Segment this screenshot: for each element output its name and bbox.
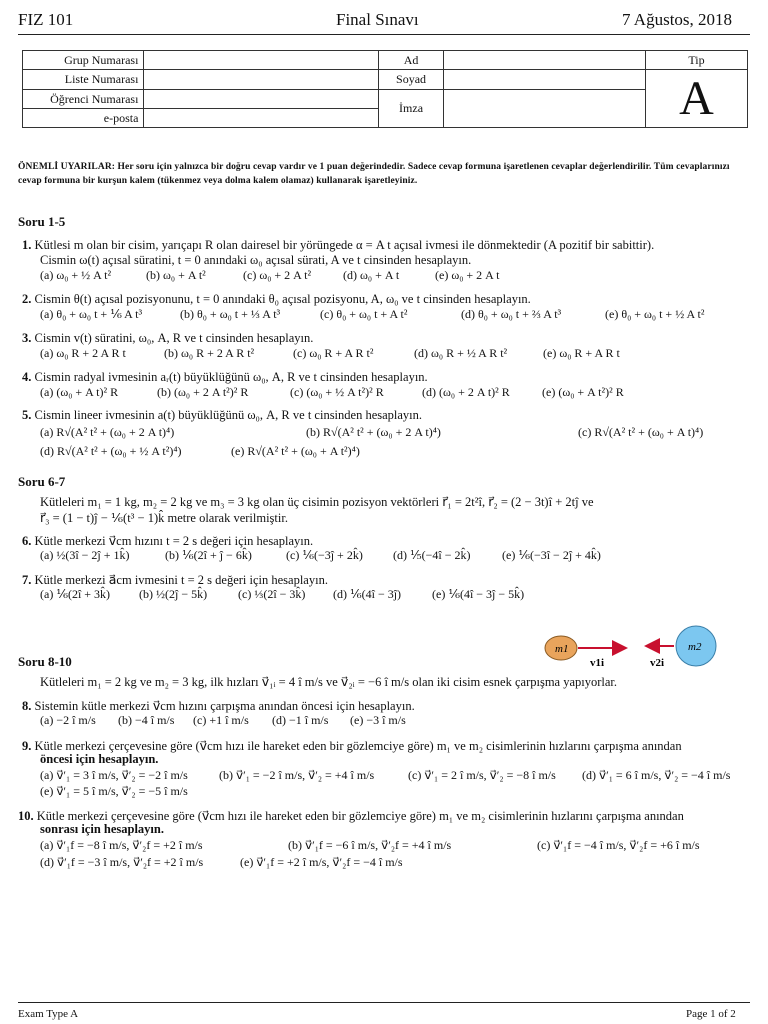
question-text: Kütle merkezi çerçevesine göre (v⃗cm hızı ile hareket eden bir gözlemciye göre) m₁ ve m₂ cisimlerinin hızlarını çarpışma anından — [36, 809, 684, 823]
section-title-1-5: Soru 1-5 — [18, 214, 66, 229]
question-text: Cismin θ(t) açısal pozisyonunu, t = 0 anındaki θ₀ açısal pozisyonu, A, ω₀ ve t cinsinden hesaplayın. — [34, 292, 531, 306]
answer-option[interactable]: (b) −4 î m/s — [118, 713, 175, 727]
answer-option[interactable]: (b) ⅙(2î + ĵ − 6k̂) — [165, 548, 252, 562]
group-number-field[interactable] — [144, 51, 379, 70]
answer-option[interactable]: (d) v⃗′₁ = 6 î m/s, v⃗′₂ = −4 î m/s — [582, 768, 731, 782]
question-text-line2: öncesi için hesaplayın. — [40, 752, 159, 766]
answer-option[interactable]: (c) R√(A² t² + (ω₀ + A t)⁴) — [578, 425, 704, 439]
signature-field[interactable] — [443, 89, 645, 128]
section-title-8-10: Soru 8-10 — [18, 654, 72, 669]
answer-option[interactable]: (e) v⃗′₁f = +2 î m/s, v⃗′₂f = −4 î m/s — [240, 855, 403, 869]
answer-option[interactable]: (a) (ω₀ + A t)² R — [40, 385, 119, 399]
answer-option[interactable]: (a) ½(3î − 2ĵ + 1k̂) — [40, 548, 130, 562]
answer-option[interactable]: (a) R√(A² t² + (ω₀ + 2 A t)⁴) — [40, 425, 175, 439]
question-number: 7. — [22, 573, 32, 587]
question-1 — [22, 238, 654, 253]
answer-option[interactable]: (c) ⅓(2î − 3k̂) — [238, 587, 306, 601]
question-7 — [22, 572, 328, 588]
question-6 — [22, 533, 313, 549]
surname-label: Soyad — [379, 70, 443, 89]
type-label: Tip — [646, 51, 748, 70]
answer-option[interactable]: (e) ω₀ + 2 A t — [435, 268, 500, 282]
answer-option[interactable]: (c) θ₀ + ω₀ t + A t² — [320, 307, 408, 321]
question-text-line2: Cismin ω(t) açısal süratini, t = 0 anındaki ω₀ açısal sürati, A ve t cinsinden hesaplayın. — [40, 253, 472, 267]
answer-option[interactable]: (d) ⅙(4î − 3ĵ) — [333, 587, 402, 601]
question-number: 8. — [22, 699, 32, 713]
answer-option[interactable]: (d) R√(A² t² + (ω₀ + ½ A t²)⁴) — [40, 444, 182, 458]
question-number: 6. — [22, 534, 32, 548]
mass1-label: m1 — [555, 643, 569, 655]
question-number: 10. — [18, 809, 34, 823]
answer-option[interactable]: (e) (ω₀ + A t²)² R — [542, 385, 624, 399]
mass2-label: m2 — [688, 641, 702, 653]
answer-option[interactable]: (b) θ₀ + ω₀ t + ⅓ A t³ — [180, 307, 281, 321]
section-text-line2: r⃗₃ = (1 − t)ĵ − ⅙(t³ − 1)k̂ metre olarak verilmiştir. — [40, 511, 288, 525]
answer-option[interactable]: (c) v⃗′₁f = −4 î m/s, v⃗′₂f = +6 î m/s — [537, 838, 700, 852]
question-text: Cismin lineer ivmesinin a(t) büyüklüğünü ω₀, A, R ve t cinsinden hesaplayın. — [34, 408, 423, 422]
question-text: Sistemin kütle merkezi v⃗cm hızını çarpışma anından öncesi için hesaplayın. — [34, 699, 415, 713]
email-label: e-posta — [23, 108, 144, 127]
answer-option[interactable]: (c) ω₀ + 2 A t² — [243, 268, 312, 282]
answer-option[interactable]: (b) (ω₀ + 2 A t²)² R — [157, 385, 249, 399]
question-text: Kütle merkezi çerçevesine göre (v⃗cm hızı ile hareket eden bir gözlemciye göre) m₁ ve m₂ cisimlerinin hızlarını çarpışma anından — [34, 739, 682, 753]
group-number-label: Grup Numarası — [23, 51, 144, 70]
answer-option[interactable]: (b) v⃗′₁ = −2 î m/s, v⃗′₂ = +4 î m/s — [219, 768, 375, 782]
answer-option[interactable]: (e) R√(A² t² + (ω₀ + A t²)⁴) — [231, 444, 360, 458]
answer-option[interactable]: (a) ⅙(2î + 3k̂) — [40, 587, 111, 601]
answer-option[interactable]: (a) ω₀ + ½ A t² — [40, 268, 112, 282]
footer-rule — [18, 1002, 750, 1003]
question-number: 9. — [22, 739, 32, 753]
answer-option[interactable]: (d) ω₀ R + ½ A R t² — [414, 346, 508, 360]
exam-date: 7 Ağustos, 2018 — [622, 10, 733, 29]
answer-option[interactable]: (c) v⃗′₁ = 2 î m/s, v⃗′₂ = −8 î m/s — [408, 768, 556, 782]
question-text: Kütlesi m olan bir cisim, yarıçapı R olan dairesel bir yörüngede α = A t açısal ivmesi ile dönmektedir (A pozitif bir sabittir). — [34, 238, 655, 252]
answer-option[interactable]: (b) ½(2ĵ − 5k̂) — [139, 587, 208, 601]
answer-option[interactable]: (b) R√(A² t² + (ω₀ + 2 A t)⁴) — [306, 425, 441, 439]
answer-option[interactable]: (c) +1 î m/s — [193, 713, 249, 727]
question-8 — [22, 698, 415, 714]
answer-option[interactable]: (c) ω₀ R + A R t² — [293, 346, 374, 360]
important-warning: ÖNEMLİ UYARILAR: Her soru için yalnızca bir doğru cevap vardır ve 1 puan değerindedir. Sadece cevap formuna işaretlenen cevaplar değerlendirilir. Tüm cevaplarınızı cevap formuna bir kurşun kalem (tükenmez veya dolma kalem olamaz) kullanarak işaretleyiniz. — [18, 162, 730, 186]
exam-type-cell — [646, 70, 748, 128]
question-2 — [22, 292, 531, 307]
student-number-label: Öğrenci Numarası — [23, 89, 144, 108]
surname-field[interactable] — [443, 70, 645, 89]
question-4 — [22, 370, 428, 385]
list-number-label: Liste Numarası — [23, 70, 144, 89]
answer-option[interactable]: (a) θ₀ + ω₀ t + ⅙ A t³ — [40, 307, 143, 321]
collision-diagram — [538, 624, 748, 674]
exam-type-value: A — [679, 71, 714, 125]
signature-label: İmza — [379, 89, 443, 128]
answer-option[interactable]: (a) v⃗′₁ = 3 î m/s, v⃗′₂ = −2 î m/s — [40, 768, 188, 782]
exam-title: Final Sınavı — [336, 10, 419, 29]
answer-option[interactable]: (e) ⅙(4î − 3ĵ − 5k̂) — [432, 587, 525, 601]
question-3 — [22, 331, 313, 346]
question-text: Cismin v(t) süratini, ω₀, A, R ve t cinsinden hesaplayın. — [34, 331, 314, 345]
answer-option[interactable]: (c) ⅙(−3ĵ + 2k̂) — [286, 548, 363, 562]
student-number-field[interactable] — [144, 89, 379, 108]
answer-option[interactable]: (d) ⅕(−4î − 2k̂) — [393, 548, 471, 562]
question-number: 4. — [22, 370, 32, 384]
answer-option[interactable]: (a) −2 î m/s — [40, 713, 96, 727]
answer-option[interactable]: (b) ω₀ + A t² — [146, 268, 206, 282]
question-number: 1. — [22, 238, 32, 252]
velocity1-label: v1i — [590, 657, 605, 669]
answer-option[interactable]: (c) (ω₀ + ½ A t²)² R — [290, 385, 384, 399]
question-text: Kütle merkezi a⃗cm ivmesini t = 2 s değeri için hesaplayın. — [34, 573, 328, 587]
velocity2-label: v2i — [650, 657, 665, 669]
footer-page-number: Page 1 of 2 — [686, 1008, 736, 1020]
answer-option[interactable]: (d) (ω₀ + 2 A t)² R — [422, 385, 510, 399]
answer-option[interactable]: (d) θ₀ + ω₀ t + ⅔ A t³ — [461, 307, 562, 321]
name-field[interactable] — [443, 51, 645, 70]
question-text-line2: sonrası için hesaplayın. — [40, 822, 164, 836]
section-text-line1: Kütleleri m₁ = 1 kg, m₂ = 2 kg ve m₃ = 3 kg olan üç cisimin pozisyon vektörleri r⃗₁ = 2t²î, r⃗₂ = (2 − 3t)î + 2tĵ ve — [40, 495, 594, 509]
answer-option[interactable]: (b) ω₀ R + 2 A R t² — [164, 346, 255, 360]
list-number-field[interactable] — [144, 70, 379, 89]
question-text: Kütle merkezi v⃗cm hızını t = 2 s değeri için hesaplayın. — [34, 534, 314, 548]
question-number: 5. — [22, 408, 32, 422]
answer-option[interactable]: (a) v⃗′₁f = −8 î m/s, v⃗′₂f = +2 î m/s — [40, 838, 203, 852]
answer-option[interactable]: (e) ⅙(−3î − 2ĵ + 4k̂) — [502, 548, 601, 562]
footer-exam-type: Exam Type A — [18, 1008, 79, 1020]
question-5 — [22, 408, 422, 423]
answer-option[interactable]: (b) v⃗′₁f = −6 î m/s, v⃗′₂f = +4 î m/s — [288, 838, 452, 852]
question-text: Cismin radyal ivmesinin aᵣ(t) büyüklüğünü ω₀, A, R ve t cinsinden hesaplayın. — [34, 370, 428, 384]
answer-option[interactable]: (e) ω₀ R + A R t — [543, 346, 620, 360]
student-info-table — [22, 50, 748, 128]
section-title-6-7: Soru 6-7 — [18, 474, 66, 489]
answer-option[interactable]: (e) −3 î m/s — [350, 713, 406, 727]
answer-option[interactable]: (d) −1 î m/s — [272, 713, 329, 727]
name-label: Ad — [379, 51, 443, 70]
email-field[interactable] — [144, 108, 379, 127]
answer-option[interactable]: (d) v⃗′₁f = −3 î m/s, v⃗′₂f = +2 î m/s — [40, 855, 204, 869]
course-code: FIZ 101 — [18, 10, 74, 29]
question-number: 3. — [22, 331, 32, 345]
header-rule — [18, 34, 750, 35]
answer-option[interactable]: (d) ω₀ + A t — [343, 268, 400, 282]
answer-option[interactable]: (e) v⃗′₁ = 5 î m/s, v⃗′₂ = −5 î m/s — [40, 784, 188, 798]
section-text-line1: Kütleleri m₁ = 2 kg ve m₂ = 3 kg, ilk hızları v⃗₁ᵢ = 4 î m/s ve v⃗₂ᵢ = −6 î m/s olan iki cisim esnek çarpışma yapıyorlar. — [40, 675, 618, 689]
answer-option[interactable]: (e) θ₀ + ω₀ t + ½ A t² — [605, 307, 705, 321]
question-number: 2. — [22, 292, 32, 306]
answer-option[interactable]: (a) ω₀ R + 2 A R t — [40, 346, 126, 360]
